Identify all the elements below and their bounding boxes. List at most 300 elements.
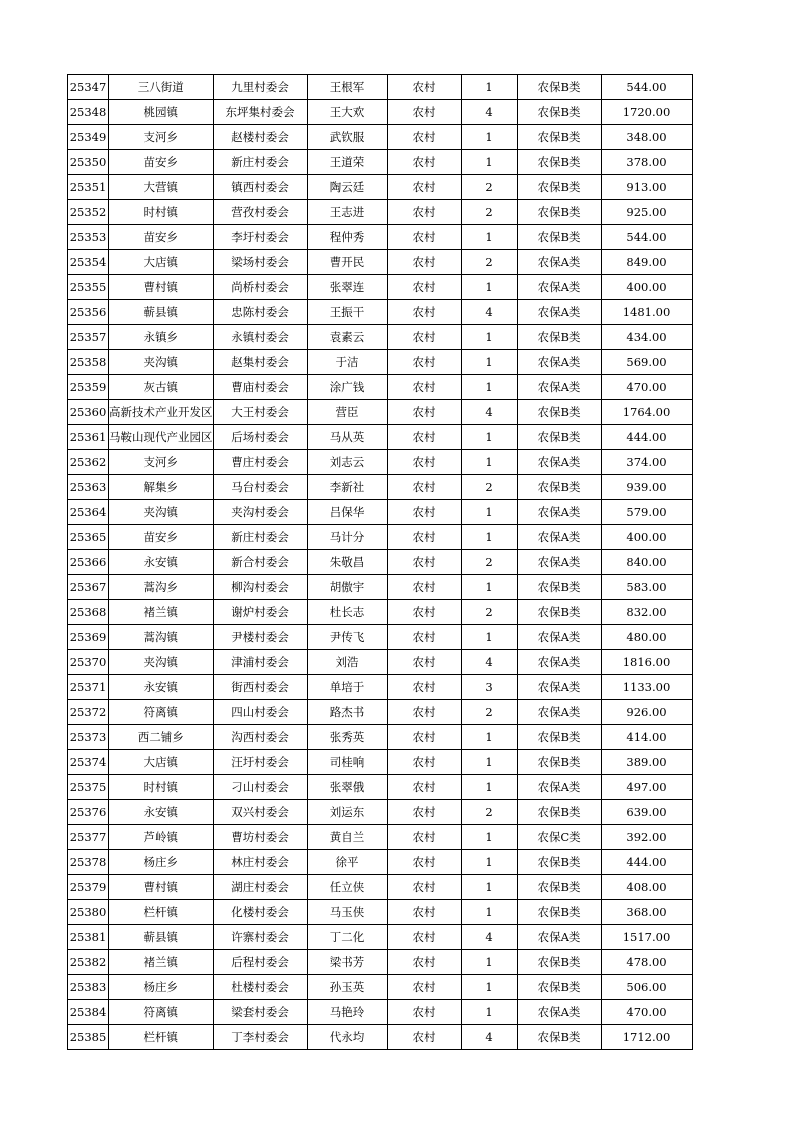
insurance-category-cell: 农保A类	[517, 250, 601, 275]
amount-cell: 414.00	[601, 725, 692, 750]
person-name-cell: 刘浩	[307, 650, 387, 675]
area-type-cell: 农村	[387, 175, 461, 200]
insurance-category-cell: 农保B类	[517, 325, 601, 350]
village-committee-cell: 丁李村委会	[213, 1025, 307, 1050]
table-row	[68, 375, 693, 400]
insurance-category-cell: 农保B类	[517, 175, 601, 200]
row-id-cell: 25348	[68, 100, 109, 125]
town-cell: 杨庄乡	[109, 975, 214, 1000]
town-cell: 永安镇	[109, 550, 214, 575]
village-committee-cell: 杜楼村委会	[213, 975, 307, 1000]
household-count-cell: 1	[461, 825, 517, 850]
area-type-cell: 农村	[387, 150, 461, 175]
village-committee-cell: 永镇村委会	[213, 325, 307, 350]
table-row	[68, 200, 693, 225]
amount-cell: 374.00	[601, 450, 692, 475]
area-type-cell: 农村	[387, 650, 461, 675]
table-body	[68, 75, 693, 1050]
household-count-cell: 3	[461, 675, 517, 700]
amount-cell: 569.00	[601, 350, 692, 375]
insurance-category-cell: 农保A类	[517, 450, 601, 475]
row-id-cell: 25371	[68, 675, 109, 700]
household-count-cell: 2	[461, 200, 517, 225]
row-id-cell: 25361	[68, 425, 109, 450]
row-id-cell: 25382	[68, 950, 109, 975]
village-committee-cell: 街西村委会	[213, 675, 307, 700]
household-count-cell: 1	[461, 525, 517, 550]
row-id-cell: 25380	[68, 900, 109, 925]
village-committee-cell: 梁场村委会	[213, 250, 307, 275]
town-cell: 蕲县镇	[109, 925, 214, 950]
village-committee-cell: 新合村委会	[213, 550, 307, 575]
person-name-cell: 王志进	[307, 200, 387, 225]
allowance-table	[67, 74, 693, 1050]
table-row	[68, 475, 693, 500]
area-type-cell: 农村	[387, 1025, 461, 1050]
table-row	[68, 250, 693, 275]
town-cell: 夹沟镇	[109, 500, 214, 525]
household-count-cell: 4	[461, 925, 517, 950]
area-type-cell: 农村	[387, 275, 461, 300]
village-committee-cell: 大王村委会	[213, 400, 307, 425]
table-row	[68, 100, 693, 125]
insurance-category-cell: 农保A类	[517, 550, 601, 575]
area-type-cell: 农村	[387, 200, 461, 225]
town-cell: 杨庄乡	[109, 850, 214, 875]
town-cell: 符离镇	[109, 1000, 214, 1025]
household-count-cell: 4	[461, 650, 517, 675]
person-name-cell: 徐平	[307, 850, 387, 875]
household-count-cell: 1	[461, 900, 517, 925]
area-type-cell: 农村	[387, 500, 461, 525]
household-count-cell: 1	[461, 850, 517, 875]
insurance-category-cell: 农保B类	[517, 225, 601, 250]
person-name-cell: 曹开民	[307, 250, 387, 275]
household-count-cell: 1	[461, 1000, 517, 1025]
amount-cell: 639.00	[601, 800, 692, 825]
insurance-category-cell: 农保B类	[517, 100, 601, 125]
table-row	[68, 625, 693, 650]
person-name-cell: 吕保华	[307, 500, 387, 525]
household-count-cell: 1	[461, 350, 517, 375]
household-count-cell: 4	[461, 400, 517, 425]
household-count-cell: 1	[461, 150, 517, 175]
row-id-cell: 25358	[68, 350, 109, 375]
table-row	[68, 700, 693, 725]
area-type-cell: 农村	[387, 400, 461, 425]
area-type-cell: 农村	[387, 350, 461, 375]
town-cell: 灰古镇	[109, 375, 214, 400]
area-type-cell: 农村	[387, 600, 461, 625]
village-committee-cell: 赵楼村委会	[213, 125, 307, 150]
town-cell: 解集乡	[109, 475, 214, 500]
insurance-category-cell: 农保B类	[517, 600, 601, 625]
amount-cell: 1712.00	[601, 1025, 692, 1050]
village-committee-cell: 四山村委会	[213, 700, 307, 725]
village-committee-cell: 新庄村委会	[213, 525, 307, 550]
village-committee-cell: 忠陈村委会	[213, 300, 307, 325]
person-name-cell: 王大欢	[307, 100, 387, 125]
person-name-cell: 袁素云	[307, 325, 387, 350]
town-cell: 芦岭镇	[109, 825, 214, 850]
amount-cell: 1517.00	[601, 925, 692, 950]
town-cell: 蒿沟乡	[109, 575, 214, 600]
amount-cell: 389.00	[601, 750, 692, 775]
person-name-cell: 刘运东	[307, 800, 387, 825]
row-id-cell: 25349	[68, 125, 109, 150]
amount-cell: 400.00	[601, 275, 692, 300]
village-committee-cell: 梁套村委会	[213, 1000, 307, 1025]
person-name-cell: 王振干	[307, 300, 387, 325]
row-id-cell: 25365	[68, 525, 109, 550]
town-cell: 桃园镇	[109, 100, 214, 125]
area-type-cell: 农村	[387, 225, 461, 250]
insurance-category-cell: 农保B类	[517, 875, 601, 900]
household-count-cell: 2	[461, 475, 517, 500]
insurance-category-cell: 农保A类	[517, 775, 601, 800]
table-row	[68, 500, 693, 525]
insurance-category-cell: 农保B类	[517, 750, 601, 775]
insurance-category-cell: 农保A类	[517, 625, 601, 650]
table-row	[68, 900, 693, 925]
amount-cell: 392.00	[601, 825, 692, 850]
area-type-cell: 农村	[387, 75, 461, 100]
insurance-category-cell: 农保B类	[517, 800, 601, 825]
table-row	[68, 775, 693, 800]
household-count-cell: 1	[461, 750, 517, 775]
person-name-cell: 刘志云	[307, 450, 387, 475]
table-row	[68, 525, 693, 550]
person-name-cell: 王根军	[307, 75, 387, 100]
table-row	[68, 650, 693, 675]
insurance-category-cell: 农保B类	[517, 125, 601, 150]
amount-cell: 434.00	[601, 325, 692, 350]
table-row	[68, 850, 693, 875]
person-name-cell: 武钦服	[307, 125, 387, 150]
village-committee-cell: 后程村委会	[213, 950, 307, 975]
town-cell: 褚兰镇	[109, 950, 214, 975]
area-type-cell: 农村	[387, 775, 461, 800]
amount-cell: 408.00	[601, 875, 692, 900]
insurance-category-cell: 农保C类	[517, 825, 601, 850]
person-name-cell: 丁二化	[307, 925, 387, 950]
person-name-cell: 任立侠	[307, 875, 387, 900]
insurance-category-cell: 农保A类	[517, 1000, 601, 1025]
household-count-cell: 1	[461, 950, 517, 975]
amount-cell: 1764.00	[601, 400, 692, 425]
row-id-cell: 25360	[68, 400, 109, 425]
insurance-category-cell: 农保B类	[517, 850, 601, 875]
amount-cell: 497.00	[601, 775, 692, 800]
area-type-cell: 农村	[387, 975, 461, 1000]
village-committee-cell: 马台村委会	[213, 475, 307, 500]
amount-cell: 470.00	[601, 375, 692, 400]
row-id-cell: 25375	[68, 775, 109, 800]
row-id-cell: 25350	[68, 150, 109, 175]
village-committee-cell: 柳沟村委会	[213, 575, 307, 600]
row-id-cell: 25369	[68, 625, 109, 650]
row-id-cell: 25359	[68, 375, 109, 400]
area-type-cell: 农村	[387, 825, 461, 850]
amount-cell: 348.00	[601, 125, 692, 150]
amount-cell: 480.00	[601, 625, 692, 650]
table-row	[68, 675, 693, 700]
table-row	[68, 350, 693, 375]
household-count-cell: 1	[461, 75, 517, 100]
row-id-cell: 25362	[68, 450, 109, 475]
row-id-cell: 25384	[68, 1000, 109, 1025]
town-cell: 褚兰镇	[109, 600, 214, 625]
village-committee-cell: 谢炉村委会	[213, 600, 307, 625]
area-type-cell: 农村	[387, 100, 461, 125]
amount-cell: 544.00	[601, 225, 692, 250]
village-committee-cell: 赵集村委会	[213, 350, 307, 375]
area-type-cell: 农村	[387, 700, 461, 725]
household-count-cell: 2	[461, 700, 517, 725]
person-name-cell: 马计分	[307, 525, 387, 550]
person-name-cell: 朱敬昌	[307, 550, 387, 575]
village-committee-cell: 津浦村委会	[213, 650, 307, 675]
amount-cell: 444.00	[601, 850, 692, 875]
row-id-cell: 25385	[68, 1025, 109, 1050]
area-type-cell: 农村	[387, 475, 461, 500]
person-name-cell: 路杰书	[307, 700, 387, 725]
insurance-category-cell: 农保B类	[517, 475, 601, 500]
table-row	[68, 175, 693, 200]
household-count-cell: 1	[461, 325, 517, 350]
row-id-cell: 25357	[68, 325, 109, 350]
village-committee-cell: 东坪集村委会	[213, 100, 307, 125]
amount-cell: 1816.00	[601, 650, 692, 675]
amount-cell: 470.00	[601, 1000, 692, 1025]
town-cell: 大店镇	[109, 250, 214, 275]
table-row	[68, 600, 693, 625]
amount-cell: 1481.00	[601, 300, 692, 325]
table-row	[68, 750, 693, 775]
area-type-cell: 农村	[387, 675, 461, 700]
amount-cell: 926.00	[601, 700, 692, 725]
table-row	[68, 575, 693, 600]
row-id-cell: 25353	[68, 225, 109, 250]
table-row	[68, 125, 693, 150]
insurance-category-cell: 农保A类	[517, 500, 601, 525]
town-cell: 夹沟镇	[109, 650, 214, 675]
area-type-cell: 农村	[387, 850, 461, 875]
town-cell: 马鞍山现代产业园区	[109, 425, 214, 450]
area-type-cell: 农村	[387, 525, 461, 550]
town-cell: 支河乡	[109, 450, 214, 475]
town-cell: 曹村镇	[109, 275, 214, 300]
amount-cell: 832.00	[601, 600, 692, 625]
household-count-cell: 1	[461, 375, 517, 400]
table-row	[68, 800, 693, 825]
insurance-category-cell: 农保B类	[517, 1025, 601, 1050]
table-row	[68, 425, 693, 450]
village-committee-cell: 尚桥村委会	[213, 275, 307, 300]
person-name-cell: 黄自兰	[307, 825, 387, 850]
person-name-cell: 马玉侠	[307, 900, 387, 925]
household-count-cell: 1	[461, 225, 517, 250]
village-committee-cell: 尹楼村委会	[213, 625, 307, 650]
insurance-category-cell: 农保B类	[517, 975, 601, 1000]
area-type-cell: 农村	[387, 725, 461, 750]
table-row	[68, 975, 693, 1000]
insurance-category-cell: 农保B类	[517, 400, 601, 425]
household-count-cell: 2	[461, 800, 517, 825]
insurance-category-cell: 农保B类	[517, 425, 601, 450]
household-count-cell: 1	[461, 425, 517, 450]
insurance-category-cell: 农保B类	[517, 200, 601, 225]
row-id-cell: 25351	[68, 175, 109, 200]
row-id-cell: 25367	[68, 575, 109, 600]
area-type-cell: 农村	[387, 125, 461, 150]
town-cell: 大营镇	[109, 175, 214, 200]
table-row	[68, 450, 693, 475]
person-name-cell: 王道荣	[307, 150, 387, 175]
person-name-cell: 司桂响	[307, 750, 387, 775]
row-id-cell: 25368	[68, 600, 109, 625]
table-row	[68, 75, 693, 100]
row-id-cell: 25356	[68, 300, 109, 325]
person-name-cell: 张秀英	[307, 725, 387, 750]
amount-cell: 913.00	[601, 175, 692, 200]
area-type-cell: 农村	[387, 575, 461, 600]
row-id-cell: 25354	[68, 250, 109, 275]
village-committee-cell: 曹庙村委会	[213, 375, 307, 400]
town-cell: 永安镇	[109, 800, 214, 825]
household-count-cell: 2	[461, 600, 517, 625]
village-committee-cell: 许寨村委会	[213, 925, 307, 950]
person-name-cell: 陶云廷	[307, 175, 387, 200]
area-type-cell: 农村	[387, 325, 461, 350]
town-cell: 高新技术产业开发区	[109, 400, 214, 425]
insurance-category-cell: 农保A类	[517, 350, 601, 375]
household-count-cell: 2	[461, 175, 517, 200]
village-committee-cell: 九里村委会	[213, 75, 307, 100]
insurance-category-cell: 农保A类	[517, 675, 601, 700]
village-committee-cell: 沟西村委会	[213, 725, 307, 750]
person-name-cell: 单培于	[307, 675, 387, 700]
row-id-cell: 25376	[68, 800, 109, 825]
table-row	[68, 950, 693, 975]
town-cell: 大店镇	[109, 750, 214, 775]
row-id-cell: 25379	[68, 875, 109, 900]
insurance-category-cell: 农保A类	[517, 300, 601, 325]
amount-cell: 849.00	[601, 250, 692, 275]
person-name-cell: 马从英	[307, 425, 387, 450]
town-cell: 苗安乡	[109, 225, 214, 250]
area-type-cell: 农村	[387, 375, 461, 400]
town-cell: 栏杆镇	[109, 900, 214, 925]
town-cell: 夹沟镇	[109, 350, 214, 375]
area-type-cell: 农村	[387, 875, 461, 900]
row-id-cell: 25355	[68, 275, 109, 300]
table-row	[68, 550, 693, 575]
area-type-cell: 农村	[387, 750, 461, 775]
area-type-cell: 农村	[387, 425, 461, 450]
row-id-cell: 25374	[68, 750, 109, 775]
town-cell: 苗安乡	[109, 525, 214, 550]
amount-cell: 478.00	[601, 950, 692, 975]
insurance-category-cell: 农保B类	[517, 950, 601, 975]
person-name-cell: 涂广钱	[307, 375, 387, 400]
town-cell: 蒿沟镇	[109, 625, 214, 650]
row-id-cell: 25363	[68, 475, 109, 500]
village-committee-cell: 双兴村委会	[213, 800, 307, 825]
household-count-cell: 4	[461, 100, 517, 125]
row-id-cell: 25383	[68, 975, 109, 1000]
table-row	[68, 400, 693, 425]
area-type-cell: 农村	[387, 250, 461, 275]
village-committee-cell: 后场村委会	[213, 425, 307, 450]
table-row	[68, 925, 693, 950]
table-row	[68, 725, 693, 750]
household-count-cell: 1	[461, 975, 517, 1000]
village-committee-cell: 李圩村委会	[213, 225, 307, 250]
amount-cell: 368.00	[601, 900, 692, 925]
household-count-cell: 1	[461, 875, 517, 900]
household-count-cell: 1	[461, 725, 517, 750]
town-cell: 西二铺乡	[109, 725, 214, 750]
person-name-cell: 尹传飞	[307, 625, 387, 650]
insurance-category-cell: 农保A类	[517, 525, 601, 550]
amount-cell: 939.00	[601, 475, 692, 500]
insurance-category-cell: 农保B类	[517, 150, 601, 175]
insurance-category-cell: 农保B类	[517, 575, 601, 600]
household-count-cell: 4	[461, 1025, 517, 1050]
amount-cell: 544.00	[601, 75, 692, 100]
area-type-cell: 农村	[387, 300, 461, 325]
amount-cell: 925.00	[601, 200, 692, 225]
table-row	[68, 150, 693, 175]
table-row	[68, 225, 693, 250]
person-name-cell: 代永均	[307, 1025, 387, 1050]
person-name-cell: 胡傲宇	[307, 575, 387, 600]
town-cell: 时村镇	[109, 200, 214, 225]
village-committee-cell: 镇西村委会	[213, 175, 307, 200]
village-committee-cell: 新庄村委会	[213, 150, 307, 175]
row-id-cell: 25366	[68, 550, 109, 575]
insurance-category-cell: 农保A类	[517, 925, 601, 950]
row-id-cell: 25378	[68, 850, 109, 875]
village-committee-cell: 刁山村委会	[213, 775, 307, 800]
person-name-cell: 马艳玲	[307, 1000, 387, 1025]
amount-cell: 1720.00	[601, 100, 692, 125]
village-committee-cell: 林庄村委会	[213, 850, 307, 875]
household-count-cell: 4	[461, 300, 517, 325]
village-committee-cell: 曹庄村委会	[213, 450, 307, 475]
amount-cell: 840.00	[601, 550, 692, 575]
household-count-cell: 1	[461, 625, 517, 650]
town-cell: 时村镇	[109, 775, 214, 800]
row-id-cell: 25352	[68, 200, 109, 225]
table-row	[68, 275, 693, 300]
town-cell: 永安镇	[109, 675, 214, 700]
insurance-category-cell: 农保B类	[517, 75, 601, 100]
household-count-cell: 1	[461, 575, 517, 600]
amount-cell: 1133.00	[601, 675, 692, 700]
village-committee-cell: 化楼村委会	[213, 900, 307, 925]
person-name-cell: 孙玉英	[307, 975, 387, 1000]
village-committee-cell: 营孜村委会	[213, 200, 307, 225]
town-cell: 支河乡	[109, 125, 214, 150]
insurance-category-cell: 农保B类	[517, 900, 601, 925]
person-name-cell: 程仲秀	[307, 225, 387, 250]
row-id-cell: 25364	[68, 500, 109, 525]
village-committee-cell: 湖庄村委会	[213, 875, 307, 900]
amount-cell: 444.00	[601, 425, 692, 450]
household-count-cell: 2	[461, 550, 517, 575]
